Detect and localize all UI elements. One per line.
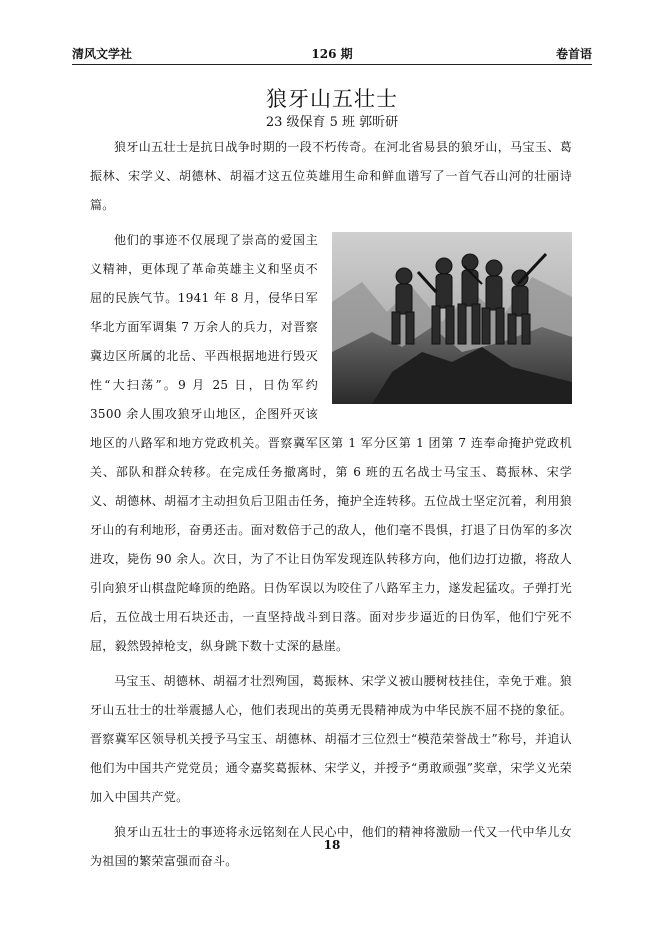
paragraph-3: 马宝玉、胡德林、胡福才壮烈殉国，葛振林、宋学义被山腰树枝挂住，幸免于难。狼牙山五壮士的壮举震撼人心，他们表现出的英勇无畏精神成为中华民族不屈不挠的象征。晋察冀军区领导机关授予马宝玉、胡德林、胡福才三位烈士“模范荣誉战士”称号，并追认他们为中国共产党党员；通令嘉奖葛振林、宋学义，并授予“勇敢顽强”奖章，宋学义光荣加入中国共产党。 — [90, 674, 572, 804]
paragraph-2: 他们的事迹不仅展现了崇高的爱国主义精神，更体现了革命英雄主义和坚贞不屈的民族气节。1941 年 8 月，侵华日军华北方面军调集 7 万余人的兵力，对晋察冀边区所属的北岳、平西根据地进行毁灭性“大扫荡”。9 月 25 日，日伪军约 3500 余人围攻狼牙山地区，企图歼灭该地区的八路军和地方党政机关。晋察冀军区第 1 军分区第 1 团第 7 连奉命掩护党政机关、部队和群众转移。在完成任务撤离时，第 6 班的五名战士马宝玉、葛振林、宋学义、胡德林、胡福才主动担负后卫阻击任务，掩护全连转移。五位战士坚定沉着，利用狼牙山的有利地形，奋勇还击。面对数倍于己的敌人，他们毫不畏惧，打退了日伪军的多次进攻，毙伤 90 余人。次日，为了不让日伪军发现连队转移方向，他们边打边撤，将敌人引向狼牙山棋盘陀峰顶的绝路。日伪军误以为咬住了八路军主力，遂发起猛攻。子弹打光后，五位战士用石块还击，一直坚持战斗到日落。面对步步逼近的日伪军，他们宁死不屈，毅然毁掉枪支，纵身跳下数十丈深的悬崖。 — [90, 233, 572, 653]
article-title: 狼牙山五壮士 — [266, 87, 398, 111]
paragraph-4: 狼牙山五壮士的事迹将永远铭刻在人民心中，他们的精神将激励一代又一代中华儿女为祖国的繁荣富强而奋斗。 — [90, 825, 572, 868]
page-header — [72, 42, 592, 65]
article-body — [90, 133, 572, 882]
painting-of-five-soldiers-on-cliff — [332, 232, 572, 404]
paragraph-1: 狼牙山五壮士是抗日战争时期的一段不朽传奇。在河北省易县的狼牙山，马宝玉、葛振林、宋学义、胡德林、胡福才这五位英雄用生命和鲜血谱写了一首气吞山河的壮丽诗篇。 — [90, 140, 572, 212]
header-section-name: 卷首语 — [555, 47, 592, 61]
header-publication-name: 清风文学社 — [72, 47, 133, 61]
illustration-image — [332, 232, 572, 404]
header-issue-number: 126 期 — [311, 47, 353, 61]
article-byline: 23 级保育 5 班 郭昕研 — [265, 115, 399, 130]
page-number: 18 — [323, 838, 341, 852]
